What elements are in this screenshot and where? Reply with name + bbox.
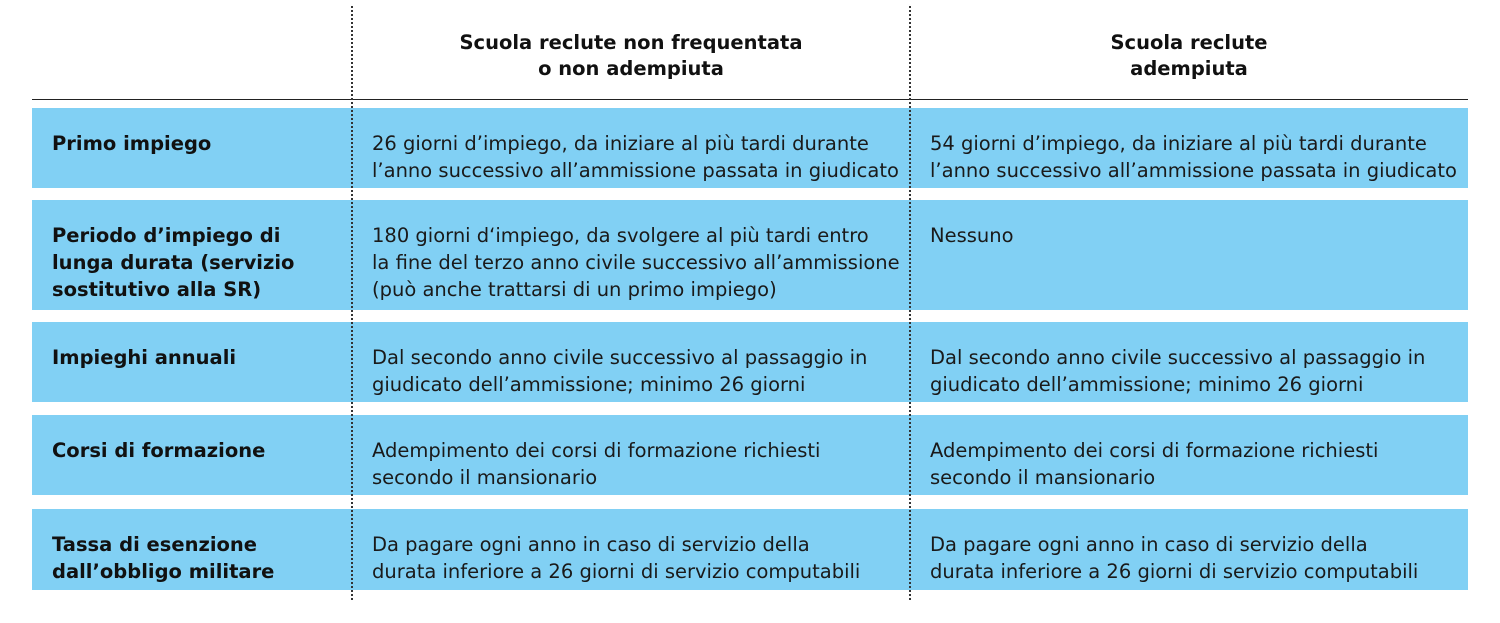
table-row-impieghi-annuali <box>32 322 1468 402</box>
cell-line: Nessuno <box>930 224 1014 247</box>
header-divider <box>32 99 1468 100</box>
cell-attended <box>930 437 1470 491</box>
cell-line: 26 giorni d’impiego, da iniziare al più tardi durante <box>372 132 869 155</box>
column-separator-dotted <box>351 6 353 600</box>
column-separator-dotted <box>909 6 911 600</box>
cell-line: 180 giorni d‘impiego, da svolgere al più tardi entro <box>372 224 869 247</box>
row-label <box>52 344 342 371</box>
cell-line: Da pagare ogni anno in caso di servizio della <box>930 533 1368 556</box>
cell-line: Da pagare ogni anno in caso di servizio della <box>372 533 810 556</box>
cell-line: Dal secondo anno civile successivo al passaggio in <box>372 346 868 369</box>
cell-line: durata inferiore a 26 giorni di servizio computabili <box>930 560 1419 583</box>
cell-not-attended <box>372 130 912 184</box>
cell-line: l’anno successivo all’ammissione passata in giudicato <box>930 159 1457 182</box>
cell-line: l’anno successivo all’ammissione passata in giudicato <box>372 159 899 182</box>
cell-line: durata inferiore a 26 giorni di servizio computabili <box>372 560 861 583</box>
row-label-line: Impieghi annuali <box>52 346 237 369</box>
cell-line: giudicato dell’ammissione; minimo 26 giorni <box>930 373 1364 396</box>
cell-line: Adempimento dei corsi di formazione richiesti <box>372 439 821 462</box>
row-label-line: Tassa di esenzione <box>52 533 258 556</box>
cell-attended <box>930 130 1470 184</box>
header-col-not-attended <box>352 30 910 82</box>
row-label-line: lunga durata (servizio <box>52 251 295 274</box>
header-line: o non adempiuta <box>538 57 724 80</box>
cell-line: Adempimento dei corsi di formazione richiesti <box>930 439 1379 462</box>
table-row-corsi-formazione <box>32 415 1468 495</box>
cell-attended <box>930 531 1470 585</box>
cell-line: la fine del terzo anno civile successivo all’ammissione <box>372 251 900 274</box>
cell-line: giudicato dell’ammissione; minimo 26 giorni <box>372 373 806 396</box>
cell-line: Dal secondo anno civile successivo al passaggio in <box>930 346 1426 369</box>
row-label <box>52 130 342 157</box>
row-label <box>52 437 342 464</box>
cell-attended <box>930 344 1470 398</box>
row-label-line: Primo impiego <box>52 132 212 155</box>
cell-not-attended <box>372 222 912 303</box>
table-row-primo-impiego <box>32 108 1468 188</box>
row-label-line: dall’obbligo militare <box>52 560 275 583</box>
cell-line: 54 giorni d’impiego, da iniziare al più tardi durante <box>930 132 1427 155</box>
cell-line: secondo il mansionario <box>930 466 1156 489</box>
row-label-line: sostitutivo alla SR) <box>52 278 262 301</box>
row-label <box>52 531 342 585</box>
cell-attended <box>930 222 1470 249</box>
table-row-tassa-esenzione <box>32 509 1468 590</box>
header-line: Scuola reclute <box>1110 31 1268 54</box>
table-header <box>32 0 1468 100</box>
cell-line: secondo il mansionario <box>372 466 598 489</box>
header-line: Scuola reclute non frequentata <box>459 31 803 54</box>
header-line: adempiuta <box>1130 57 1248 80</box>
row-label <box>52 222 342 303</box>
cell-not-attended <box>372 437 912 491</box>
cell-not-attended <box>372 531 912 585</box>
row-label-line: Periodo d’impiego di <box>52 224 281 247</box>
row-label-line: Corsi di formazione <box>52 439 266 462</box>
cell-line: (può anche trattarsi di un primo impiego) <box>372 278 777 301</box>
header-col-attended <box>910 30 1468 82</box>
table-row-periodo-lunga-durata <box>32 200 1468 310</box>
cell-not-attended <box>372 344 912 398</box>
